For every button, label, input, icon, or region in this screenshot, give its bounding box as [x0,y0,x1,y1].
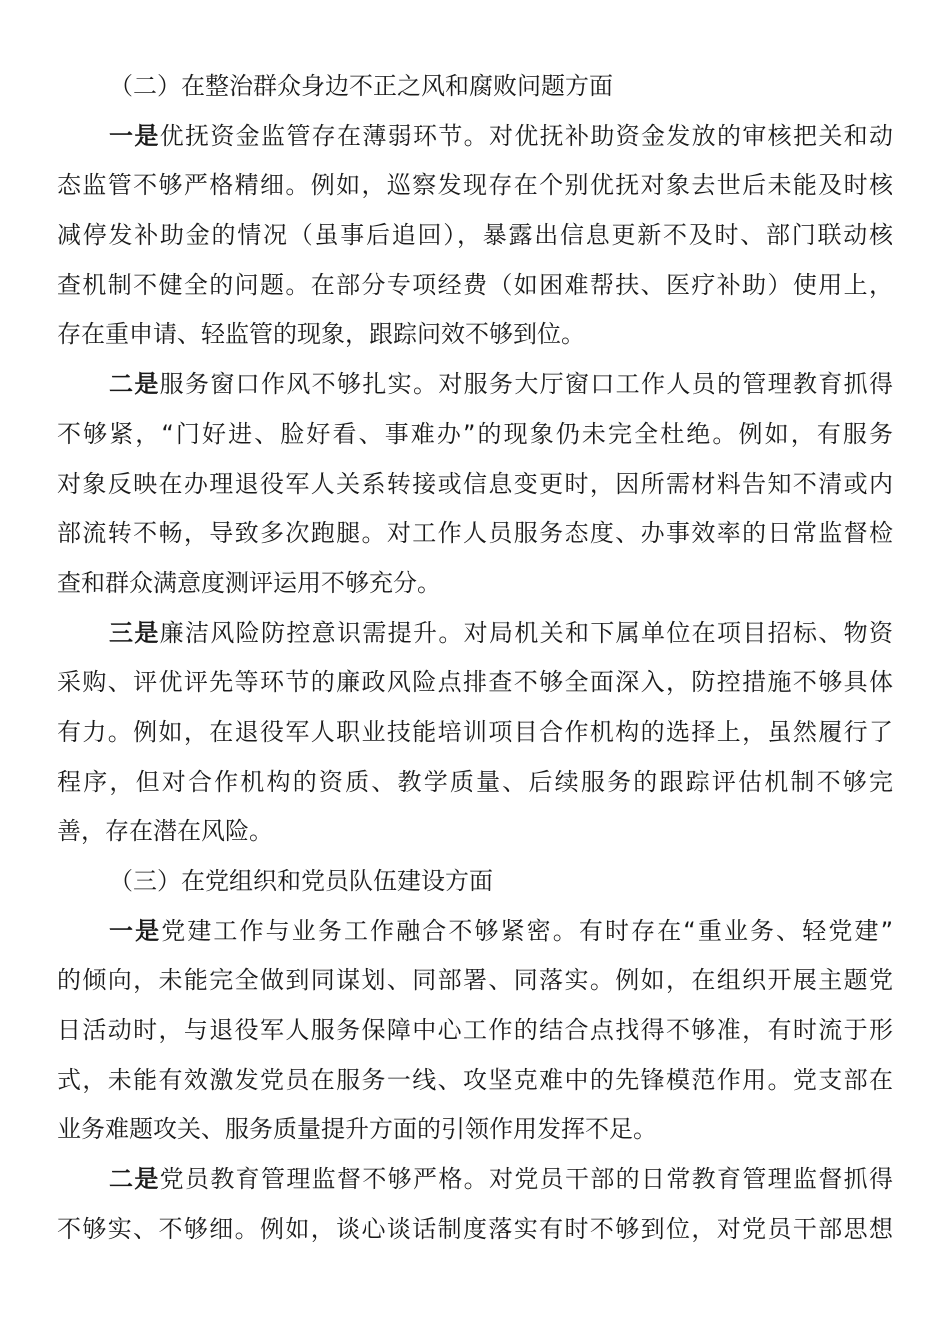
paragraph-line: 有力。例如，在退役军人职业技能培训项目合作机构的选择上，虽然履行了 [57,717,893,746]
paragraph-3-1 [57,907,893,1155]
paragraph-line: 式，未能有效激发党员在服务一线、攻坚克难中的先锋模范作用。党支部在 [57,1065,893,1094]
paragraph-line: 二是服务窗口作风不够扎实。对服务大厅窗口工作人员的管理教育抓得 [109,370,893,399]
paragraph-line: 采购、评优评先等环节的廉政风险点排查不够全面深入，防控措施不够具体 [57,668,893,697]
paragraph-line: 一是优抚资金监管存在薄弱环节。对优抚补助资金发放的审核把关和动 [109,121,893,150]
item-label: 一是 [109,916,162,945]
document-page [57,62,893,1255]
paragraph-line: 程序，但对合作机构的资质、教学质量、后续服务的跟踪评估机制不够完 [57,767,893,796]
paragraph-line: 存在重申请、轻监管的现象，跟踪问效不够到位。 [57,320,585,349]
paragraph-line: 日活动时，与退役军人服务保障中心工作的结合点找得不够准，有时流于形 [57,1016,893,1045]
paragraph-line: 减停发补助金的情况（虽事后追回），暴露出信息更新不及时、部门联动核 [57,221,893,250]
item-label: 二是 [109,370,160,399]
paragraph-line: 二是党员教育管理监督不够严格。对党员干部的日常教育管理监督抓得 [109,1165,893,1194]
paragraph-line: 部流转不畅，导致多次跑腿。对工作人员服务态度、办事效率的日常监督检 [57,519,893,548]
paragraph-line: 查机制不健全的问题。在部分专项经费（如困难帮扶、医疗补助）使用上， [57,270,893,299]
paragraph-3-2 [57,1155,893,1254]
paragraph-line: 善，存在潜在风险。 [57,817,273,846]
paragraph-line: 一是党建工作与业务工作融合不够紧密。有时存在“重业务、轻党建” [109,916,893,945]
paragraph-line: 三是廉洁风险防控意识需提升。对局机关和下属单位在项目招标、物资 [109,618,893,647]
item-label: 一是 [109,121,160,150]
section-heading-2: （二）在整治群众身边不正之风和腐败问题方面 [109,72,613,100]
paragraph-line: 对象反映在办理退役军人关系转接或信息变更时，因所需材料告知不清或内 [57,469,893,498]
paragraph-2-3 [57,609,893,857]
paragraph-2-2 [57,360,893,608]
paragraph-line: 不够实、不够细。例如，谈心谈话制度落实有时不够到位，对党员干部思想 [57,1214,893,1243]
paragraph-line: 查和群众满意度测评运用不够充分。 [57,568,441,597]
paragraph-line: 不够紧，“门好进、脸好看、事难办”的现象仍未完全杜绝。例如，有服务 [57,419,893,448]
paragraph-line: 业务难题攻关、服务质量提升方面的引领作用发挥不足。 [57,1115,657,1144]
paragraph-2-1 [57,112,893,360]
item-label: 三是 [109,618,160,647]
section-heading-3: （三）在党组织和党员队伍建设方面 [109,867,493,895]
paragraph-line: 态监管不够严格精细。例如，巡察发现存在个别优抚对象去世后未能及时核 [57,171,893,200]
paragraph-line: 的倾向，未能完全做到同谋划、同部署、同落实。例如，在组织开展主题党 [57,966,893,995]
item-label: 二是 [109,1165,160,1194]
